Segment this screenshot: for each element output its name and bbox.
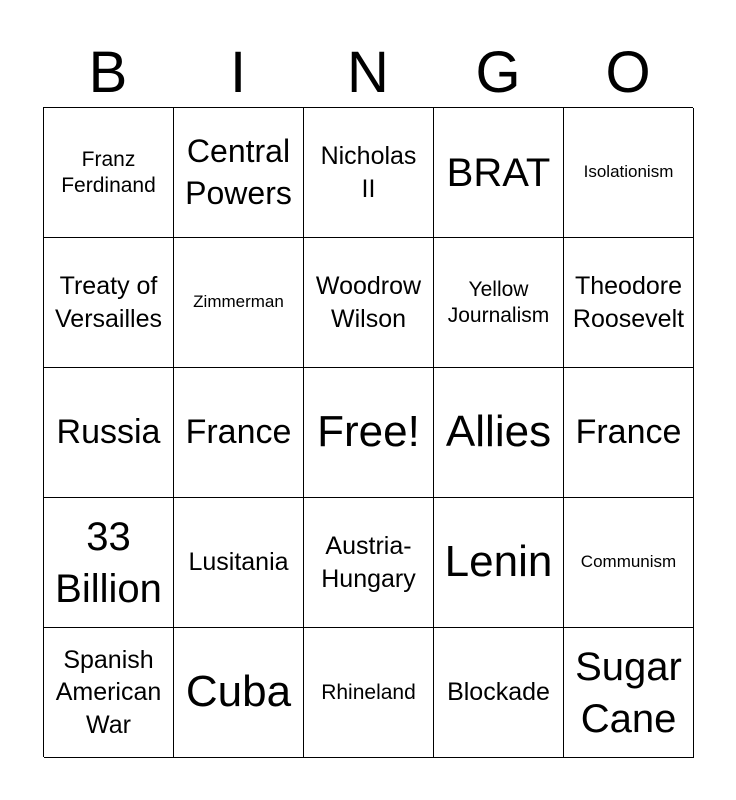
cell-text: Central Powers bbox=[185, 132, 292, 211]
cell-text: Allies bbox=[445, 407, 552, 457]
header-letter-o: O bbox=[605, 40, 651, 105]
bingo-cell[interactable] bbox=[44, 108, 174, 238]
bingo-cell[interactable] bbox=[304, 498, 434, 628]
bingo-cell[interactable] bbox=[44, 368, 174, 498]
bingo-cell[interactable] bbox=[434, 628, 564, 758]
bingo-cell[interactable] bbox=[564, 498, 694, 628]
bingo-cell[interactable] bbox=[564, 238, 694, 368]
cell-text: Blockade bbox=[447, 678, 550, 707]
bingo-cell[interactable] bbox=[564, 628, 694, 758]
cell-text: Theodore Roosevelt bbox=[572, 272, 685, 333]
cell-text: Communism bbox=[580, 552, 677, 572]
bingo-header bbox=[43, 40, 693, 106]
free-space-text: Free! bbox=[317, 407, 420, 457]
cell-text: Russia bbox=[56, 413, 161, 452]
header-letter-n: N bbox=[347, 40, 389, 105]
cell-text: BRAT bbox=[446, 150, 551, 195]
free-space-cell[interactable] bbox=[304, 368, 434, 498]
header-letter-g: G bbox=[475, 40, 521, 105]
cell-text: Cuba bbox=[185, 667, 292, 717]
cell-text: 33 Billion bbox=[55, 514, 162, 611]
bingo-cell[interactable] bbox=[174, 108, 304, 238]
cell-text: Treaty of Versailles bbox=[55, 272, 162, 333]
bingo-cell[interactable] bbox=[304, 238, 434, 368]
cell-text: Nicholas II bbox=[320, 142, 417, 203]
bingo-cell[interactable] bbox=[44, 628, 174, 758]
bingo-cell[interactable] bbox=[304, 108, 434, 238]
bingo-cell[interactable] bbox=[44, 498, 174, 628]
bingo-cell[interactable] bbox=[434, 238, 564, 368]
header-letter-i: I bbox=[229, 40, 247, 105]
cell-text: Franz Ferdinand bbox=[61, 148, 156, 197]
bingo-cell[interactable] bbox=[174, 368, 304, 498]
header-letter-b: B bbox=[88, 40, 128, 105]
cell-text: France bbox=[185, 413, 292, 452]
cell-text: Isolationism bbox=[583, 162, 674, 182]
cell-text: Spanish American War bbox=[55, 645, 162, 739]
cell-text: Rhineland bbox=[321, 680, 416, 704]
bingo-cell[interactable] bbox=[434, 108, 564, 238]
bingo-cell[interactable] bbox=[434, 368, 564, 498]
cell-text: France bbox=[575, 413, 682, 452]
bingo-cell[interactable] bbox=[564, 108, 694, 238]
cell-text: Lusitania bbox=[188, 548, 289, 577]
cell-text: Woodrow Wilson bbox=[315, 272, 422, 333]
bingo-cell[interactable] bbox=[44, 238, 174, 368]
bingo-cell[interactable] bbox=[174, 498, 304, 628]
cell-text: Zimmerman bbox=[193, 292, 284, 312]
bingo-cell[interactable] bbox=[174, 628, 304, 758]
cell-text: Lenin bbox=[444, 537, 553, 587]
bingo-cell[interactable] bbox=[174, 238, 304, 368]
cell-text: Austria- Hungary bbox=[321, 532, 416, 593]
bingo-cell[interactable] bbox=[304, 628, 434, 758]
cell-text: Yellow Journalism bbox=[447, 278, 550, 327]
bingo-cell[interactable] bbox=[434, 498, 564, 628]
bingo-cell[interactable] bbox=[564, 368, 694, 498]
cell-text: Sugar Cane bbox=[575, 644, 682, 741]
bingo-board bbox=[43, 107, 693, 757]
